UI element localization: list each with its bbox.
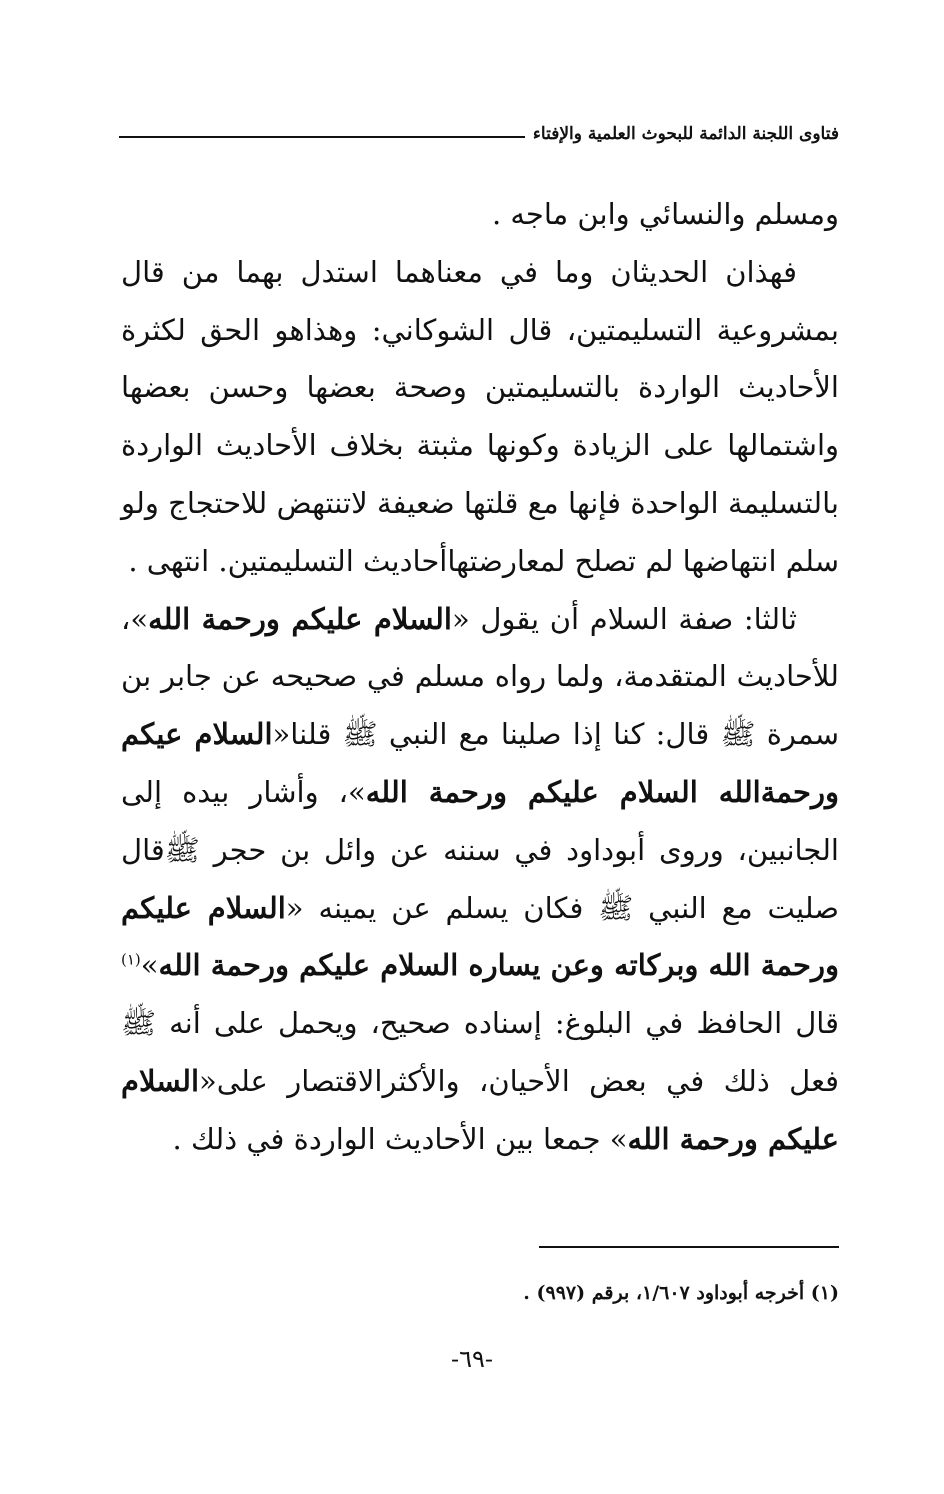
paragraph-3-text-2: »، للأحاديث المتقدمة، ولما رواه مسلم في صحيحه عن جابر بن سمرة ﷺ قال: كنا إذا صلينا مع النبي ﷺ قلنا« bbox=[121, 601, 839, 752]
header-rule bbox=[119, 136, 525, 138]
footnote-reference[interactable]: (١) bbox=[121, 950, 141, 969]
paragraph-3-text-1: ثالثا: صفة السلام أن يقول « bbox=[451, 601, 797, 636]
running-header bbox=[119, 124, 839, 144]
paragraph-1: ومسلم والنسائي وابن ماجه . bbox=[491, 197, 839, 231]
paragraph-3-bold-2: السلام عيكم ورحمةالله السلام عليكم ورحمة الله bbox=[121, 717, 839, 809]
paragraph-3-bold-4: السلام عليكم ورحمة الله bbox=[121, 1063, 839, 1156]
footnote: (١) أخرجه أبوداود ١/٦٠٧، برقم (٩٩٧) . bbox=[523, 1282, 839, 1304]
paragraph-2: فهذان الحديثان وما في معناهما استدل بهما من قال بمشروعية التسليمتين، قال الشوكاني: وهذاهو الحق لكثرة الأحاديث الواردة بالتسليمتين وصحة بعضها وحسن بعضها واشتمالها على الزيادة وكونها مثبتة بخلاف الأحاديث الواردة بالتسليمة الواحدة فإنها مع قلتها ضعيفة لاتنتهض للاحتجاج ولو سلم انتهاضها لم تصلح لمعارضتهاأحاديث التسليمتين. انتهى . bbox=[121, 254, 839, 578]
paragraph-3-text-5: قال الحافظ في البلوغ: إسناده صحيح، ويحمل على أنه ﷺ فعل ذلك في بعض الأحيان، والأكثرالاقتصار على« bbox=[121, 1006, 839, 1098]
footnote-divider bbox=[539, 1246, 839, 1248]
paragraph-3-text-6: » جمعا بين الأحاديث الواردة في ذلك . bbox=[172, 1121, 628, 1156]
paragraph-3 bbox=[121, 591, 839, 1169]
paragraph-3-text-4: » bbox=[140, 948, 159, 983]
paragraph-3-text-3: »، وأشار بيده إلى الجانبين، وروى أبوداود في سننه عن وائل بن حجر ﷺقال صليت مع النبي ﷺ فكان يسلم عن يمينه « bbox=[121, 774, 839, 925]
body-text bbox=[121, 186, 839, 1169]
header-title: فتاوى اللجنة الدائمة للبحوث العلمية والإفتاء bbox=[532, 124, 839, 144]
paragraph-3-bold-1: السلام عليكم ورحمة الله bbox=[148, 601, 452, 636]
paragraph-3-bold-3: السلام عليكم ورحمة الله وبركاته وعن يساره السلام عليكم ورحمة الله bbox=[121, 890, 839, 983]
page-number: -٦٩- bbox=[451, 1345, 493, 1373]
